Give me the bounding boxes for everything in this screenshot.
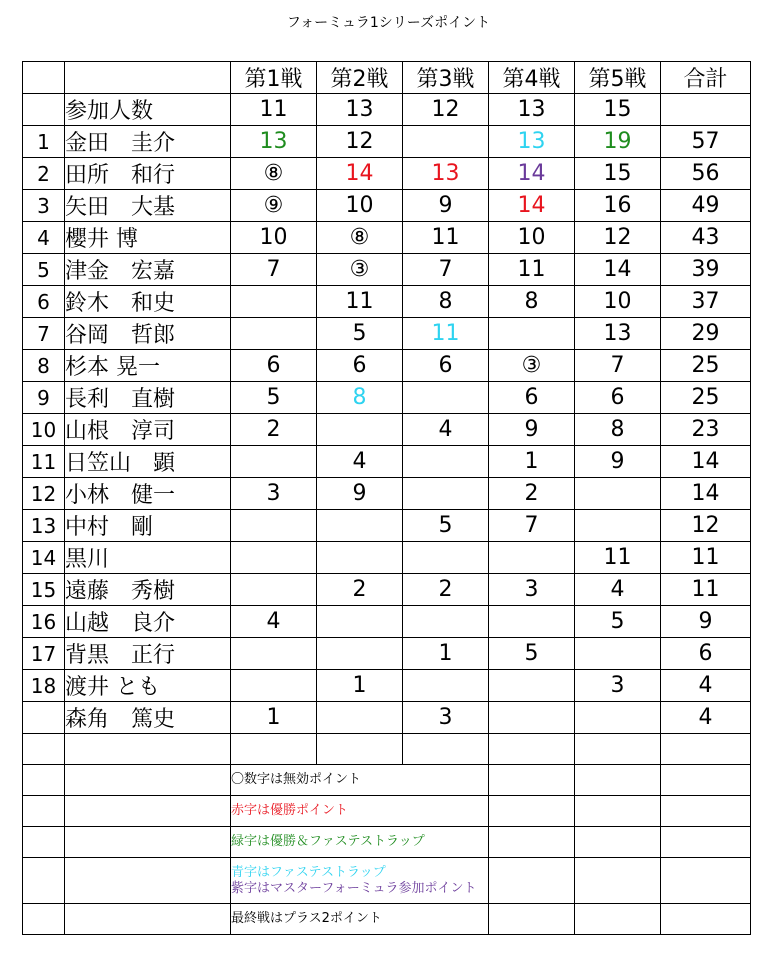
points-cell bbox=[317, 414, 403, 446]
table-row bbox=[23, 318, 751, 350]
empty-cell bbox=[661, 734, 751, 765]
legend-text: 緑字は優勝＆ファステストラップ bbox=[231, 834, 425, 849]
rank-cell: 2 bbox=[23, 158, 65, 190]
points-cell: 13 bbox=[489, 126, 575, 158]
rank-cell: 12 bbox=[23, 478, 65, 510]
empty-cell bbox=[23, 734, 65, 765]
empty-cell bbox=[575, 858, 661, 904]
table-row bbox=[23, 254, 751, 286]
points-cell: 5 bbox=[231, 382, 317, 414]
points-cell bbox=[317, 606, 403, 638]
rank-cell: 13 bbox=[23, 510, 65, 542]
points-cell: 5 bbox=[575, 606, 661, 638]
driver-name: 金田 圭介 bbox=[65, 126, 231, 158]
empty-cell bbox=[661, 796, 751, 827]
driver-name: 森角 篤史 bbox=[65, 702, 231, 734]
driver-name: 矢田 大基 bbox=[65, 190, 231, 222]
empty-cell bbox=[231, 734, 317, 765]
points-cell: 3 bbox=[231, 478, 317, 510]
points-cell bbox=[403, 446, 489, 478]
table-row bbox=[23, 638, 751, 670]
points-cell bbox=[403, 606, 489, 638]
driver-name: 鈴木 和史 bbox=[65, 286, 231, 318]
points-cell bbox=[317, 638, 403, 670]
rank-cell: 16 bbox=[23, 606, 65, 638]
table-row bbox=[23, 382, 751, 414]
points-cell: 13 bbox=[403, 158, 489, 190]
rank-cell: 10 bbox=[23, 414, 65, 446]
empty-cell bbox=[23, 858, 65, 904]
points-table bbox=[22, 61, 751, 935]
driver-name: 長利 直樹 bbox=[65, 382, 231, 414]
points-cell: 19 bbox=[575, 126, 661, 158]
header-blank-cell bbox=[23, 62, 65, 94]
points-cell bbox=[575, 510, 661, 542]
driver-name: 山根 淳司 bbox=[65, 414, 231, 446]
participants-label: 参加人数 bbox=[65, 94, 231, 126]
blank-row bbox=[23, 734, 751, 765]
points-cell: 9 bbox=[489, 414, 575, 446]
driver-name: 谷岡 哲郎 bbox=[65, 318, 231, 350]
points-cell bbox=[231, 670, 317, 702]
total-cell: 11 bbox=[661, 542, 751, 574]
total-cell: 11 bbox=[661, 574, 751, 606]
driver-name: 遠藤 秀樹 bbox=[65, 574, 231, 606]
legend-row bbox=[23, 765, 751, 796]
empty-cell bbox=[575, 796, 661, 827]
participants-count: 15 bbox=[575, 94, 661, 126]
rank-cell: 14 bbox=[23, 542, 65, 574]
header-cell: 合計 bbox=[661, 62, 751, 94]
points-cell bbox=[317, 702, 403, 734]
points-cell: 11 bbox=[403, 222, 489, 254]
points-cell: 4 bbox=[575, 574, 661, 606]
points-cell: ⑧ bbox=[317, 222, 403, 254]
driver-name: 渡井 とも bbox=[65, 670, 231, 702]
points-cell: 6 bbox=[403, 350, 489, 382]
participants-count: 12 bbox=[403, 94, 489, 126]
points-cell bbox=[231, 286, 317, 318]
empty-cell bbox=[661, 765, 751, 796]
points-cell: 4 bbox=[403, 414, 489, 446]
empty-cell bbox=[65, 858, 231, 904]
total-cell: 12 bbox=[661, 510, 751, 542]
points-cell: 5 bbox=[317, 318, 403, 350]
empty-cell bbox=[575, 904, 661, 935]
empty-cell bbox=[65, 827, 231, 858]
points-cell: 1 bbox=[317, 670, 403, 702]
rank-cell: 4 bbox=[23, 222, 65, 254]
empty-cell bbox=[489, 827, 575, 858]
points-cell: 1 bbox=[231, 702, 317, 734]
table-row bbox=[23, 542, 751, 574]
rank-cell: 17 bbox=[23, 638, 65, 670]
rank-cell: 6 bbox=[23, 286, 65, 318]
empty-cell bbox=[575, 734, 661, 765]
total-cell: 56 bbox=[661, 158, 751, 190]
rank-cell: 7 bbox=[23, 318, 65, 350]
empty-cell bbox=[23, 904, 65, 935]
points-cell: 6 bbox=[231, 350, 317, 382]
total-cell: 6 bbox=[661, 638, 751, 670]
legend-note bbox=[231, 827, 489, 858]
total-cell: 4 bbox=[661, 670, 751, 702]
empty-cell bbox=[317, 734, 403, 765]
empty-cell bbox=[489, 734, 575, 765]
points-cell: 5 bbox=[489, 638, 575, 670]
legend-text: 赤字は優勝ポイント bbox=[231, 803, 349, 818]
points-cell: 10 bbox=[231, 222, 317, 254]
points-cell bbox=[489, 606, 575, 638]
points-cell: 8 bbox=[489, 286, 575, 318]
empty-cell bbox=[65, 734, 231, 765]
empty-cell bbox=[489, 765, 575, 796]
driver-name: 黒川 bbox=[65, 542, 231, 574]
points-cell: 9 bbox=[403, 190, 489, 222]
legend-note bbox=[231, 904, 489, 935]
points-cell: 10 bbox=[317, 190, 403, 222]
rank-cell bbox=[23, 94, 65, 126]
legend-note bbox=[231, 765, 489, 796]
legend-text: 青字はファステストラップ bbox=[231, 864, 386, 880]
legend-text: 最終戦はプラス2ポイント bbox=[231, 911, 382, 926]
points-cell bbox=[575, 478, 661, 510]
points-cell: 13 bbox=[575, 318, 661, 350]
points-cell: 14 bbox=[489, 190, 575, 222]
empty-cell bbox=[661, 827, 751, 858]
rank-cell: 1 bbox=[23, 126, 65, 158]
points-cell: ⑧ bbox=[231, 158, 317, 190]
total-cell: 25 bbox=[661, 350, 751, 382]
points-cell: 3 bbox=[575, 670, 661, 702]
points-cell bbox=[317, 510, 403, 542]
legend-row bbox=[23, 796, 751, 827]
total-cell: 9 bbox=[661, 606, 751, 638]
driver-name: 小林 健一 bbox=[65, 478, 231, 510]
points-cell: 6 bbox=[489, 382, 575, 414]
points-cell bbox=[403, 126, 489, 158]
points-cell bbox=[231, 638, 317, 670]
points-cell: 8 bbox=[403, 286, 489, 318]
legend-note bbox=[231, 796, 489, 827]
rank-cell: 15 bbox=[23, 574, 65, 606]
points-cell: 2 bbox=[403, 574, 489, 606]
empty-cell bbox=[489, 904, 575, 935]
driver-name: 山越 良介 bbox=[65, 606, 231, 638]
empty-cell bbox=[65, 904, 231, 935]
points-cell: 3 bbox=[403, 702, 489, 734]
participants-count: 11 bbox=[231, 94, 317, 126]
legend-row bbox=[23, 858, 751, 904]
points-cell: 12 bbox=[575, 222, 661, 254]
table-row bbox=[23, 126, 751, 158]
empty-cell bbox=[661, 858, 751, 904]
participants-row bbox=[23, 94, 751, 126]
rank-cell: 3 bbox=[23, 190, 65, 222]
points-cell bbox=[403, 478, 489, 510]
points-cell: 13 bbox=[231, 126, 317, 158]
points-cell bbox=[231, 318, 317, 350]
total-cell: 25 bbox=[661, 382, 751, 414]
points-cell bbox=[575, 638, 661, 670]
header-cell: 第5戦 bbox=[575, 62, 661, 94]
points-cell bbox=[231, 446, 317, 478]
total-cell: 37 bbox=[661, 286, 751, 318]
points-cell: 1 bbox=[403, 638, 489, 670]
table-row bbox=[23, 670, 751, 702]
table-row bbox=[23, 286, 751, 318]
participants-count: 13 bbox=[317, 94, 403, 126]
points-cell: 15 bbox=[575, 158, 661, 190]
points-cell: 11 bbox=[403, 318, 489, 350]
points-cell: 7 bbox=[403, 254, 489, 286]
participants-count bbox=[661, 94, 751, 126]
table-row bbox=[23, 414, 751, 446]
points-cell: 9 bbox=[575, 446, 661, 478]
total-cell: 4 bbox=[661, 702, 751, 734]
points-cell: 8 bbox=[317, 382, 403, 414]
points-cell: 10 bbox=[489, 222, 575, 254]
rank-cell: 11 bbox=[23, 446, 65, 478]
points-cell: 16 bbox=[575, 190, 661, 222]
points-cell: 3 bbox=[489, 574, 575, 606]
rank-cell: 8 bbox=[23, 350, 65, 382]
empty-cell bbox=[65, 796, 231, 827]
table-row bbox=[23, 510, 751, 542]
points-cell: 1 bbox=[489, 446, 575, 478]
empty-cell bbox=[575, 765, 661, 796]
header-cell: 第3戦 bbox=[403, 62, 489, 94]
points-cell: ⑨ bbox=[231, 190, 317, 222]
driver-name: 杉本 晃一 bbox=[65, 350, 231, 382]
header-cell: 第4戦 bbox=[489, 62, 575, 94]
header-blank-cell bbox=[65, 62, 231, 94]
empty-cell bbox=[489, 796, 575, 827]
points-cell: 9 bbox=[317, 478, 403, 510]
points-cell: 2 bbox=[231, 414, 317, 446]
points-cell: 12 bbox=[317, 126, 403, 158]
points-cell: 5 bbox=[403, 510, 489, 542]
points-cell bbox=[317, 542, 403, 574]
driver-name: 櫻井 博 bbox=[65, 222, 231, 254]
driver-name: 背黒 正行 bbox=[65, 638, 231, 670]
rank-cell: 9 bbox=[23, 382, 65, 414]
header-cell: 第2戦 bbox=[317, 62, 403, 94]
points-cell: 2 bbox=[489, 478, 575, 510]
points-cell: 7 bbox=[231, 254, 317, 286]
table-row bbox=[23, 350, 751, 382]
points-cell: 4 bbox=[231, 606, 317, 638]
driver-name: 中村 剛 bbox=[65, 510, 231, 542]
points-cell: 2 bbox=[317, 574, 403, 606]
sheet-title: フォーミュラ1シリーズポイント bbox=[286, 15, 491, 31]
legend-row bbox=[23, 904, 751, 935]
participants-count: 13 bbox=[489, 94, 575, 126]
total-cell: 14 bbox=[661, 478, 751, 510]
empty-cell bbox=[575, 827, 661, 858]
points-cell: 14 bbox=[575, 254, 661, 286]
points-cell bbox=[489, 702, 575, 734]
table-row bbox=[23, 158, 751, 190]
driver-name: 田所 和行 bbox=[65, 158, 231, 190]
total-cell: 39 bbox=[661, 254, 751, 286]
table-row bbox=[23, 574, 751, 606]
rank-cell bbox=[23, 702, 65, 734]
header-cell: 第1戦 bbox=[231, 62, 317, 94]
table-row bbox=[23, 190, 751, 222]
empty-cell bbox=[23, 827, 65, 858]
header-row bbox=[23, 62, 751, 94]
points-cell: 7 bbox=[575, 350, 661, 382]
empty-cell bbox=[403, 734, 489, 765]
points-cell: 10 bbox=[575, 286, 661, 318]
points-cell bbox=[231, 510, 317, 542]
points-cell bbox=[231, 574, 317, 606]
points-cell bbox=[403, 382, 489, 414]
points-cell bbox=[403, 670, 489, 702]
table-row bbox=[23, 606, 751, 638]
table-row bbox=[23, 702, 751, 734]
driver-name: 日笠山 顕 bbox=[65, 446, 231, 478]
table-row bbox=[23, 478, 751, 510]
table-row bbox=[23, 446, 751, 478]
points-cell: 7 bbox=[489, 510, 575, 542]
points-cell: 11 bbox=[317, 286, 403, 318]
rank-cell: 18 bbox=[23, 670, 65, 702]
total-cell: 29 bbox=[661, 318, 751, 350]
points-cell bbox=[489, 670, 575, 702]
rank-cell: 5 bbox=[23, 254, 65, 286]
empty-cell bbox=[23, 765, 65, 796]
legend-note bbox=[231, 858, 489, 904]
points-cell bbox=[403, 542, 489, 574]
points-cell: 14 bbox=[317, 158, 403, 190]
points-cell: 4 bbox=[317, 446, 403, 478]
legend-text: 紫字はマスターフォーミュラ参加ポイント bbox=[231, 880, 477, 896]
points-cell: 8 bbox=[575, 414, 661, 446]
legend-text: 〇数字は無効ポイント bbox=[231, 772, 362, 787]
empty-cell bbox=[65, 765, 231, 796]
total-cell: 43 bbox=[661, 222, 751, 254]
driver-name: 津金 宏嘉 bbox=[65, 254, 231, 286]
points-cell bbox=[489, 318, 575, 350]
points-cell: ③ bbox=[489, 350, 575, 382]
empty-cell bbox=[661, 904, 751, 935]
points-cell: 6 bbox=[575, 382, 661, 414]
total-cell: 49 bbox=[661, 190, 751, 222]
table-row bbox=[23, 222, 751, 254]
points-cell: ③ bbox=[317, 254, 403, 286]
points-cell bbox=[575, 702, 661, 734]
total-cell: 57 bbox=[661, 126, 751, 158]
points-cell: 14 bbox=[489, 158, 575, 190]
points-cell: 11 bbox=[575, 542, 661, 574]
points-cell bbox=[489, 542, 575, 574]
empty-cell bbox=[23, 796, 65, 827]
total-cell: 23 bbox=[661, 414, 751, 446]
points-cell bbox=[231, 542, 317, 574]
points-cell: 11 bbox=[489, 254, 575, 286]
empty-cell bbox=[489, 858, 575, 904]
points-cell: 6 bbox=[317, 350, 403, 382]
total-cell: 14 bbox=[661, 446, 751, 478]
legend-row bbox=[23, 827, 751, 858]
